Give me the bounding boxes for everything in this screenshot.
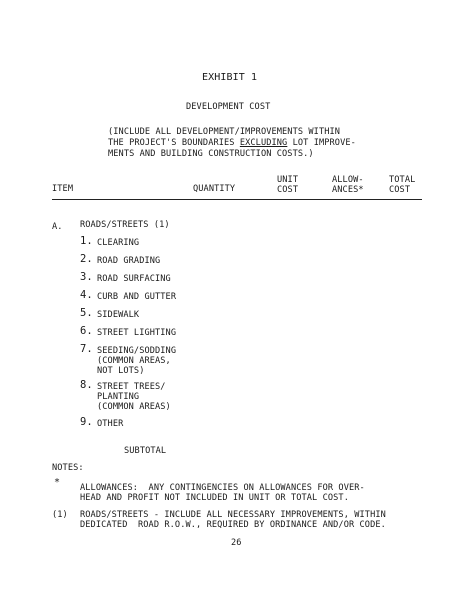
note-marker-asterisk: *: [54, 477, 61, 488]
item-number: 8.: [80, 379, 93, 391]
intro-line-3: MENTS AND BUILDING CONSTRUCTION COSTS.): [108, 149, 314, 159]
item-number: 2.: [80, 253, 93, 265]
item-label: ROAD SURFACING: [97, 274, 171, 284]
notes-heading: NOTES:: [52, 463, 84, 473]
subtotal-label: SUBTOTAL: [124, 446, 167, 456]
column-item: ITEM: [52, 184, 74, 194]
section-letter: A.: [52, 222, 63, 232]
column-unit-cost-line1: UNIT: [277, 175, 299, 185]
item-label: OTHER: [97, 419, 124, 429]
intro-line-1: (INCLUDE ALL DEVELOPMENT/IMPROVEMENTS WITHIN: [108, 127, 341, 137]
column-quantity: QUANTITY: [193, 184, 236, 194]
intro-line-2: THE PROJECT'S BOUNDARIES EXCLUDING LOT IMPROVE-: [108, 138, 356, 148]
column-allowances-line1: ALLOW-: [332, 175, 364, 185]
note-marker-1: (1): [52, 510, 68, 520]
note-allowances-line2: HEAD AND PROFIT NOT INCLUDED IN UNIT OR TOTAL COST.: [80, 493, 349, 503]
item-label: ROAD GRADING: [97, 256, 161, 266]
note-roads-line2: DEDICATED ROAD R.O.W., REQUIRED BY ORDINANCE AND/OR CODE.: [80, 520, 386, 530]
item-label-continued: NOT LOTS): [97, 366, 145, 376]
column-allowances-line2: ANCES*: [332, 185, 364, 195]
item-number: 3.: [80, 271, 93, 283]
item-label: SEEDING/SODDING: [97, 346, 177, 356]
item-label-continued: PLANTING: [97, 392, 140, 402]
item-number: 4.: [80, 289, 93, 301]
column-unit-cost-line2: COST: [277, 185, 299, 195]
section-heading: ROADS/STREETS (1): [80, 220, 170, 230]
item-label-continued: (COMMON AREAS,: [97, 356, 171, 366]
column-total-cost-line1: TOTAL: [389, 175, 416, 185]
item-label: CURB AND GUTTER: [97, 292, 177, 302]
item-number: 5.: [80, 307, 93, 319]
item-number: 1.: [80, 235, 93, 247]
exhibit-label: EXHIBIT 1: [202, 72, 258, 83]
item-label-continued: (COMMON AREAS): [97, 402, 171, 412]
item-label: STREET TREES/: [97, 382, 166, 392]
note-roads-line1: ROADS/STREETS - INCLUDE ALL NECESSARY IMPROVEMENTS, WITHIN: [80, 510, 386, 520]
item-number: 9.: [80, 416, 93, 428]
excluding-emphasis: EXCLUDING: [239, 138, 288, 148]
header-rule: [52, 199, 422, 200]
item-number: 7.: [80, 343, 93, 355]
page-title: DEVELOPMENT COST: [186, 102, 271, 112]
page-number: 26: [231, 538, 242, 548]
column-total-cost-line2: COST: [389, 185, 411, 195]
item-number: 6.: [80, 325, 93, 337]
item-label: CLEARING: [97, 238, 140, 248]
note-allowances-line1: ALLOWANCES: ANY CONTINGENCIES ON ALLOWANCES FOR OVER-: [80, 483, 365, 493]
item-label: STREET LIGHTING: [97, 328, 177, 338]
item-label: SIDEWALK: [97, 310, 140, 320]
